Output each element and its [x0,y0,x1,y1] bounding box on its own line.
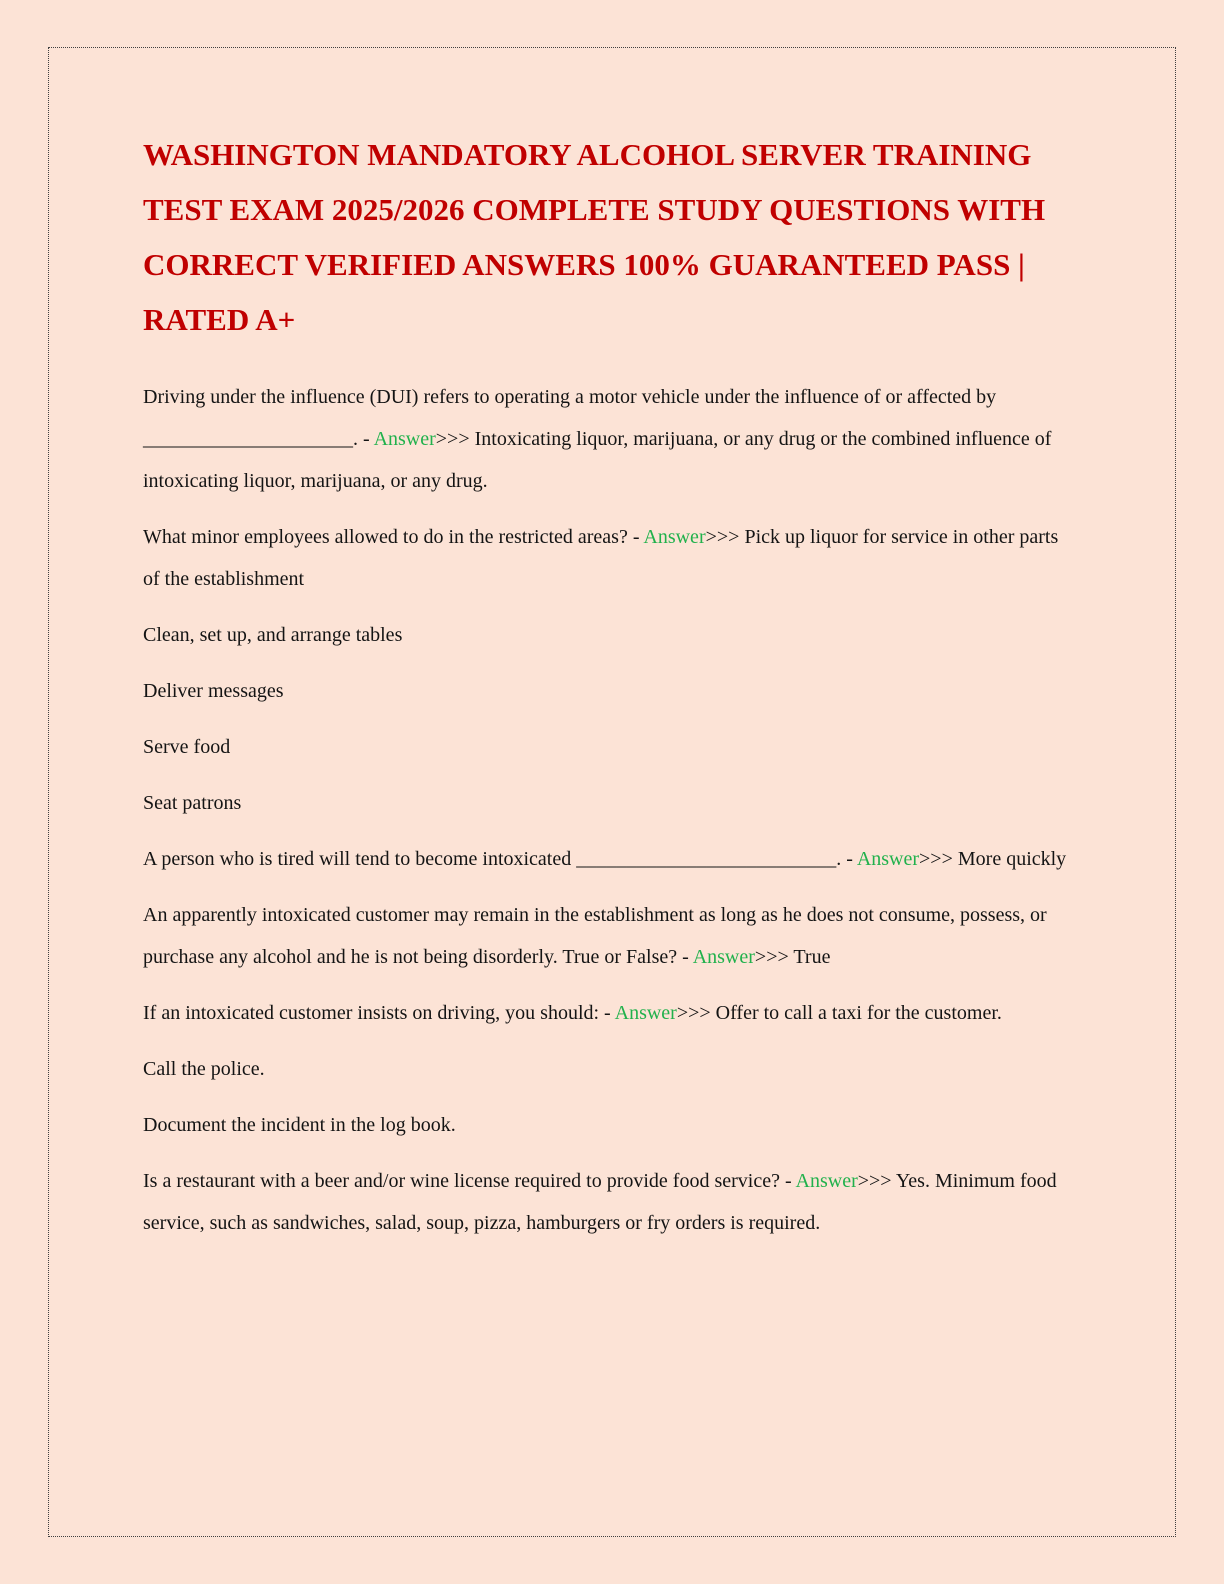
paragraph-text: >>> More quickly [919,848,1067,870]
paragraph-text: What minor employees allowed to do in the restricted areas? - [143,526,644,548]
answer-label: Answer [692,946,755,968]
answer-label: Answer [795,1170,858,1192]
paragraph-text: >>> Offer to call a taxi for the customer. [676,1002,1002,1024]
qa-paragraph [143,670,1073,712]
paragraph-text: >>> True [754,946,831,968]
paragraph-text: >>> Pick up liquor for service in other parts of the establishment [143,526,1059,590]
paragraph-text: >>> Intoxicating liquor, marijuana, or any drug or the combined influence of intoxicating liquor, marijuana, or any drug. [143,428,1052,492]
qa-paragraph [143,726,1073,768]
paragraph-text: A person who is tired will tend to become intoxicated __________________________. - [143,848,857,870]
document-body [143,376,1073,1244]
qa-paragraph [143,782,1073,824]
qa-paragraph [143,1104,1073,1146]
qa-paragraph [143,1160,1073,1244]
qa-paragraph [143,992,1073,1034]
document-content [143,127,1073,1258]
paragraph-text: Deliver messages [143,680,284,702]
document-title-line: WASHINGTON MANDATORY ALCOHOL SERVER TRAINING [143,137,1032,172]
paragraph-text: If an intoxicated customer insists on driving, you should: - [143,1002,615,1024]
document-title-line: CORRECT VERIFIED ANSWERS 100% GUARANTEED PASS | [143,247,1025,282]
qa-paragraph [143,1048,1073,1090]
paragraph-text: Driving under the influence (DUI) refers to operating a motor vehicle under the influence of or affected by _____________________. - [143,386,997,450]
answer-label: Answer [614,1002,677,1024]
document-title-line: RATED A+ [143,302,296,337]
answer-label: Answer [373,428,436,450]
qa-paragraph [143,614,1073,656]
document-title [143,127,1073,347]
qa-paragraph [143,894,1073,978]
document-title-line: TEST EXAM 2025/2026 COMPLETE STUDY QUESTIONS WITH [143,192,1046,227]
answer-label: Answer [643,526,706,548]
paragraph-text: Document the incident in the log book. [143,1114,456,1136]
qa-paragraph [143,838,1073,880]
paragraph-text: Seat patrons [143,792,242,814]
qa-paragraph [143,516,1073,600]
paragraph-text: Is a restaurant with a beer and/or wine license required to provide food service? - [143,1170,796,1192]
paragraph-text: Serve food [143,736,231,758]
paragraph-text: Clean, set up, and arrange tables [143,624,403,646]
answer-label: Answer [856,848,920,870]
paragraph-text: >>> Yes. Minimum food service, such as sandwiches, salad, soup, pizza, hamburgers or fry orders is required. [143,1170,1057,1234]
paragraph-text: Call the police. [143,1058,265,1080]
qa-paragraph [143,376,1073,502]
paragraph-text: An apparently intoxicated customer may remain in the establishment as long as he does not consume, possess, or purchase any alcohol and he is not being disorderly. True or False? - [143,904,1047,968]
